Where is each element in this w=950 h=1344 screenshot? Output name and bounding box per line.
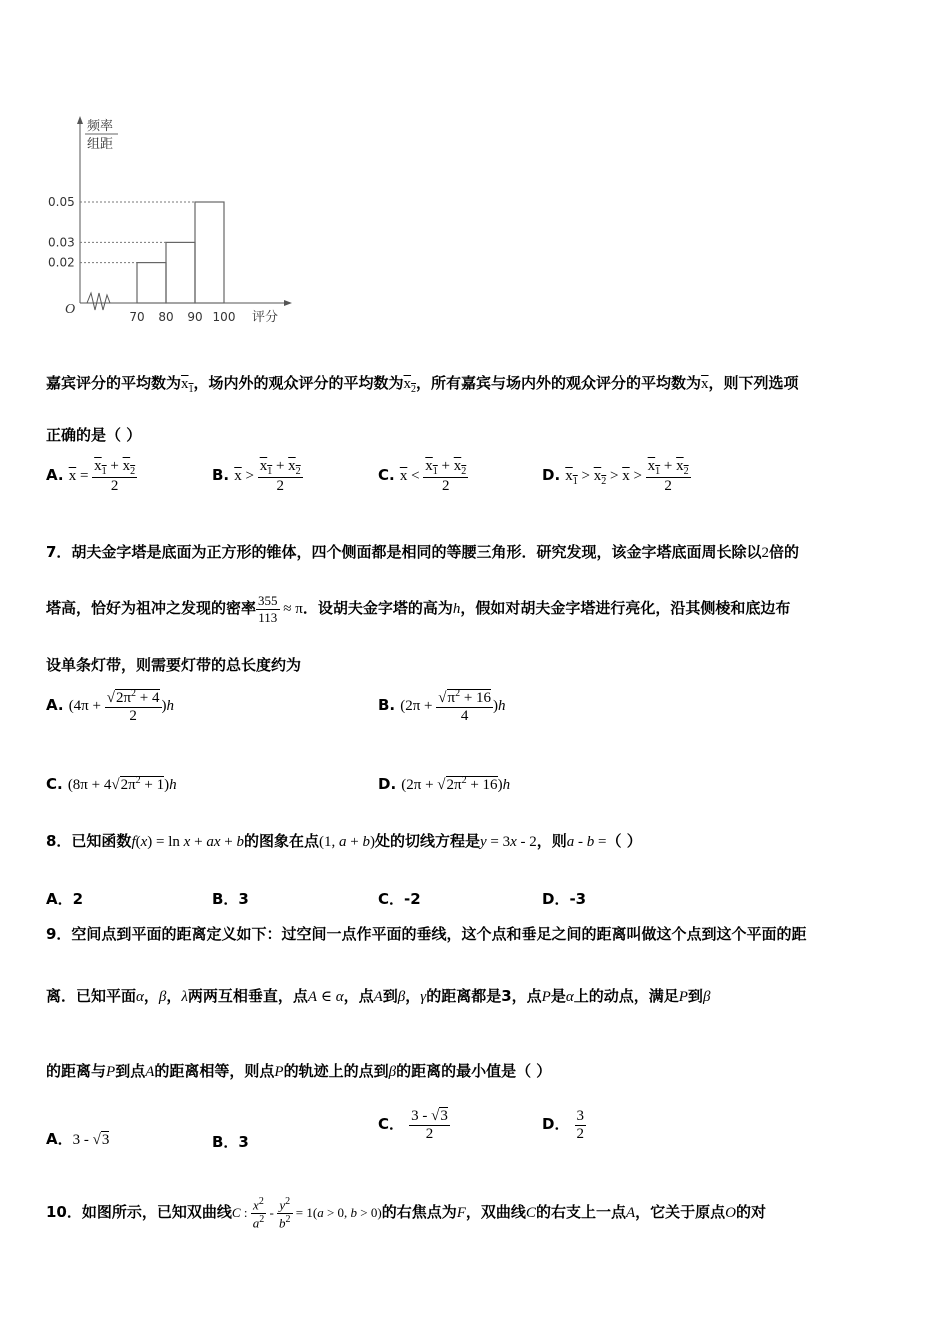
x2-bar: $x_2$ [403,376,417,395]
y-tick-label: 0.02 [48,255,75,270]
x-bar: $\overline{x}$ [701,376,709,392]
y-tick-label: 0.03 [48,235,75,250]
q7-line1: 7．胡夫金字塔是底面为正方形的锥体，四个侧面都是相同的等腰三角形．研究发现，该金字塔底面周长除以2倍的 [46,543,799,561]
q8-option-c[interactable]: C．-2 [378,890,421,908]
histogram-bar [137,263,166,303]
y-axis-label-top: 频率 [87,119,114,134]
origin-label: O [65,302,76,317]
q9-option-a[interactable]: A．3 - √3 [46,1130,110,1148]
q9-line1: 9．空间点到平面的距离定义如下：过空间一点作平面的垂线，这个点和垂足之间的距离叫做这个点到这个平面的距 [46,925,807,943]
x-tick-label: 90 [187,310,203,324]
q9-option-c[interactable]: C． $\frac{3 - √3}{2}$ [378,1108,448,1142]
histogram-bar [195,202,224,303]
y-axis-label-bottom: 组距 [87,137,114,152]
q10-line1: 10．如图所示，已知双曲线C : $\frac{x^2}{a^2}$ - $\frac{y^2}{b^2}$ = 1(a > 0, b > 0)的右焦点为F，双曲线C的右支上一点A，它关于原点O的对 [46,1196,766,1231]
q6-option-d[interactable]: D. $x_1 > x_2 > \overline{x}$ > $\frac{x_1 + x_2}{2}$ [542,458,689,494]
q7-option-c[interactable]: C. $(8\pi + 4√2\pi^2 + 1)h$ [46,775,177,793]
q9-option-b[interactable]: B．3 [212,1133,249,1151]
q7-line2: 塔高，恰好为祖冲之发现的密率 $\frac{355}{113}$ ≈ π．设胡夫金字塔的高为h，假如对胡夫金字塔进行亮化，沿其侧棱和底边布 [46,593,791,625]
q6-stem-line1: 嘉宾评分的平均数为$x_1$，场内外的观众评分的平均数为$x_2$，所有嘉宾与场内外的观众评分的平均数为$\overline{x}$，则下列选项 [46,374,799,395]
x-tick-label: 80 [158,310,174,324]
q9-option-d[interactable]: D． $\frac{3}{2}$ [542,1108,585,1142]
q7-option-d[interactable]: D. $(2\pi + √2\pi^2 + 16)h$ [378,775,511,793]
axis-break-mark [87,293,110,310]
y-axis-arrow [77,116,83,124]
q6-option-a[interactable]: A. $\overline{x}$ = $\frac{x_1 + x_2}{2}$ [46,458,136,494]
q8-stem: 8．已知函数f(x) = ln x + ax + b的图象在点(1, a + b)处的切线方程是y = 3x - 2，则a - b =（ ） [46,832,642,850]
q8-option-a[interactable]: A．2 [46,890,84,908]
q6-stem-line2: 正确的是（ ） [46,426,142,444]
x-tick-label: 70 [129,310,145,324]
q7-option-a[interactable]: A. (4π + $\frac{√2\pi^2 + 4}{2}$ )h [46,688,174,724]
q8-option-b[interactable]: B．3 [212,890,249,908]
histogram-chart [40,110,300,335]
q6-option-b[interactable]: B. $\overline{x}$ > $\frac{x_1 + x_2}{2}$ [212,458,301,494]
x-axis-arrow [284,300,292,306]
q7-option-b[interactable]: B. (2π + $\frac{√\pi^2 + 16}{4}$ )h [378,688,506,724]
q6-option-c[interactable]: C. $\overline{x}$ < $\frac{x_1 + x_2}{2}$ [378,458,467,494]
q8-option-d[interactable]: D．-3 [542,890,587,908]
q7-line3: 设单条灯带，则需要灯带的总长度约为 [46,656,302,674]
x1-bar: $x_1$ [181,376,194,395]
x-axis-label: 评分 [252,310,279,325]
histogram-bar [166,242,195,303]
x-tick-label: 100 [212,310,236,324]
y-tick-label: 0.05 [48,195,75,209]
q9-line3: 的距离与P到点A的距离相等，则点P的轨迹上的点到β的距离的最小值是（ ） [46,1062,552,1080]
q9-line2: 离．已知平面α，β，λ两两互相垂直，点A ∈ α，点A到β，γ的距离都是3，点P是α上的动点，满足P到β [46,987,711,1005]
